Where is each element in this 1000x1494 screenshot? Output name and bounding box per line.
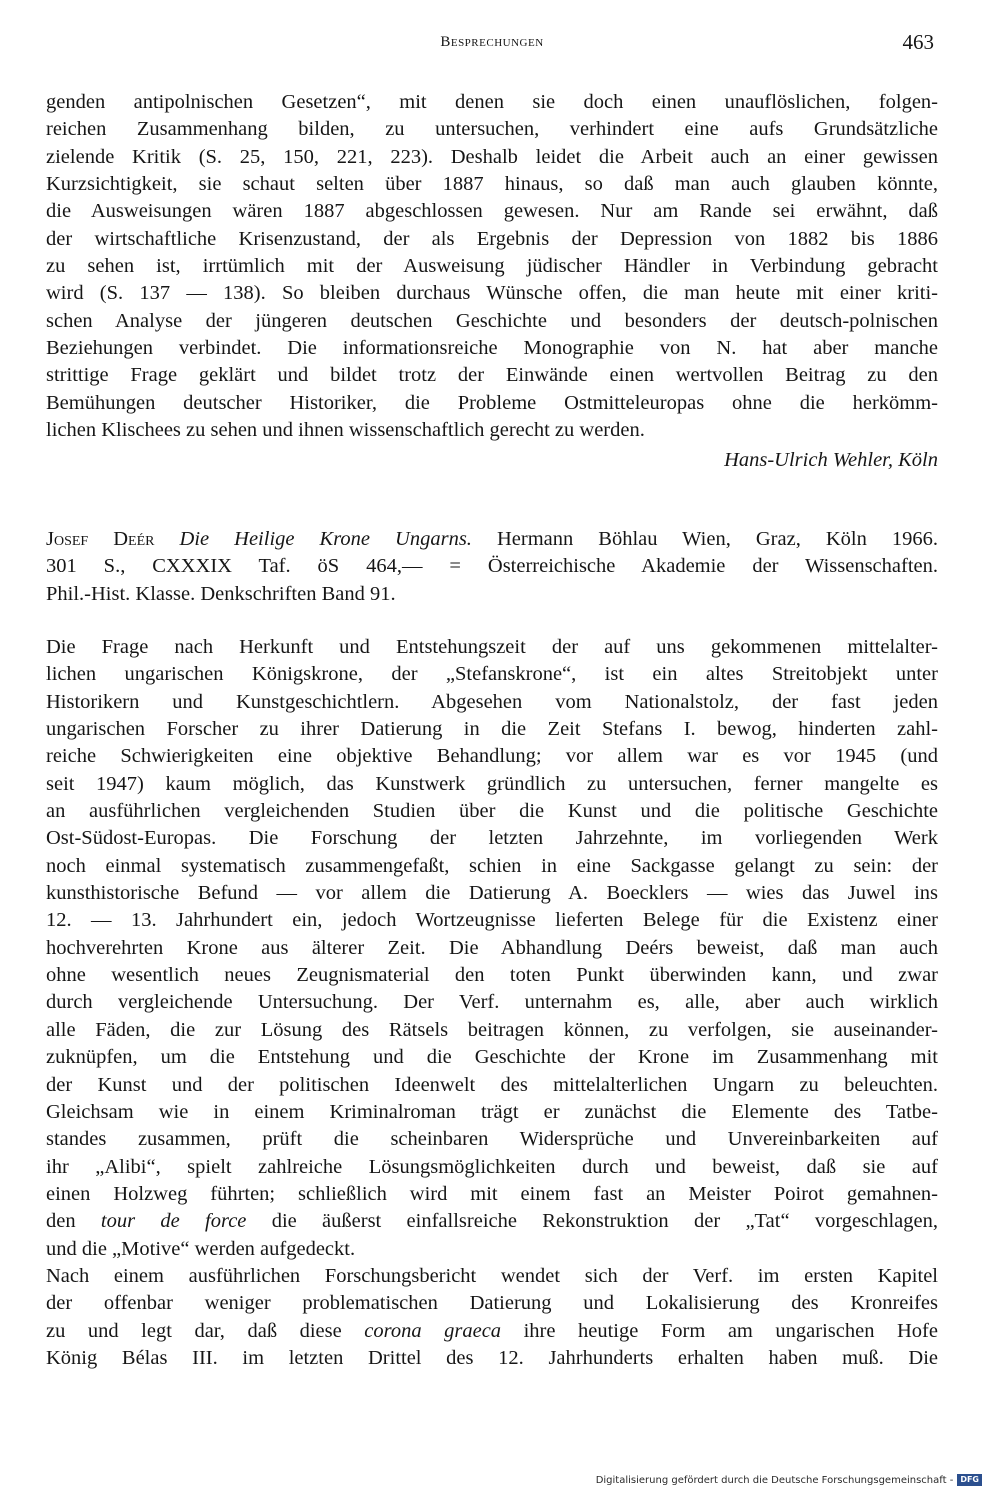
page-number: 463 xyxy=(902,30,934,54)
reference-line-1 xyxy=(46,526,938,553)
text-line: kunsthistorische Befund — vor allem die Datierung A. Boecklers — wies das Juwel ins xyxy=(46,882,938,905)
text-line xyxy=(46,1208,938,1235)
dfg-logo-icon: DFG xyxy=(957,1474,982,1486)
text-line: standes zusammen, prüft die scheinbaren Widersprüche und Unvereinbarkeiten auf xyxy=(46,1128,938,1151)
text-line: Bemühungen deutscher Historiker, die Probleme Ostmitteleuropas ohne die herkömm- xyxy=(46,391,938,414)
text-line: ohne wesentlich neues Zeugnismaterial den toten Punkt überwinden kann, und zwar xyxy=(46,964,938,987)
text-line: Historikern und Kunstgeschichtlern. Abgesehen vom Nationalstolz, der fast jeden xyxy=(46,690,938,713)
text-line: durch vergleichende Untersuchung. Der Verf. unternahm es, alle, aber auch wirklich xyxy=(46,991,938,1014)
text-line: alle Fäden, die zur Lösung des Rätsels beitragen können, zu verfolgen, sie auseinander- xyxy=(46,1018,938,1041)
book-reference xyxy=(46,526,938,608)
running-header xyxy=(46,30,938,60)
text-line: reiche Schwierigkeiten eine objektive Behandlung; vor allem war es vor 1945 (und xyxy=(46,745,938,768)
italic-phrase: tour de force xyxy=(100,1210,247,1233)
reference-line-2: 301 S., CXXXIX Taf. öS 464,— = Österreichische Akademie der Wissenschaften. xyxy=(46,555,938,578)
text-segment: den xyxy=(46,1210,101,1233)
book-author: Josef Deér xyxy=(46,528,155,550)
text-line: und die „Motive“ werden aufgedeckt. xyxy=(46,1237,356,1260)
review-2-body xyxy=(46,634,938,1372)
text-line: wird (S. 137 — 138). So bleiben durchaus Wünsche offen, die man heute mit einer kriti- xyxy=(46,282,938,305)
book-publisher: Hermann Böhlau Wien, Graz, Köln 1966. xyxy=(471,528,939,550)
text-line: Gleichsam wie in einem Kriminalroman trägt er zunächst die Elemente des Tatbe- xyxy=(46,1100,938,1123)
footer-text: Digitalisierung gefördert durch die Deutsche Forschungsgemeinschaft - xyxy=(595,1474,954,1486)
text-line: Beziehungen verbindet. Die informationsreiche Monographie von N. hat aber manche xyxy=(46,337,938,360)
reference-line-3: Phil.-Hist. Klasse. Denkschriften Band 91. xyxy=(46,582,396,605)
text-line: einen Holzweg führten; schließlich wird mit einem fast an Meister Poirot gemahnen- xyxy=(46,1182,938,1205)
digitization-footer xyxy=(596,1474,982,1486)
text-line: hochverehrten Krone aus älterer Zeit. Die Abhandlung Deérs beweist, daß man auch xyxy=(46,936,938,959)
text-line: seit 1947) kaum möglich, das Kunstwerk gründlich zu untersuchen, ferner mangelte es xyxy=(46,772,938,795)
text-line: der offenbar weniger problematischen Datierung und Lokalisierung des Kronreifes xyxy=(46,1292,938,1315)
text-line: zuknüpfen, um die Entstehung und die Geschichte der Krone im Zusammenhang mit xyxy=(46,1046,938,1069)
text-line: reichen Zusammenhang bilden, zu untersuchen, verhindert eine aufs Grundsätzliche xyxy=(46,118,938,141)
text-line: Kurzsichtigkeit, sie schaut selten über 1887 hinaus, so daß man auch glauben könnte, xyxy=(46,173,938,196)
text-line: die Ausweisungen wären 1887 abgeschlossen gewesen. Nur am Rande sei erwähnt, daß xyxy=(46,200,938,223)
text-line: ihr „Alibi“, spielt zahlreiche Lösungsmöglichkeiten durch und beweist, daß sie auf xyxy=(46,1155,938,1178)
text-line: zielende Kritik (S. 25, 150, 221, 223). Deshalb leidet die Arbeit auch an einer gewissen xyxy=(46,145,938,168)
text-line: ungarischen Forscher zu ihrer Datierung in die Zeit Stefans I. bewog, hinderten zahl- xyxy=(46,718,938,741)
text-line: schen Analyse der jüngeren deutschen Geschichte und besonders der deutsch-polnischen xyxy=(46,309,938,332)
text-line: noch einmal systematisch zusammengefaßt, schien in eine Sackgasse gelangt zu sein: der xyxy=(46,854,938,877)
text-line: zu sehen ist, irrtümlich mit der Ausweisung jüdischer Händler in Verbindung gebracht xyxy=(46,255,938,278)
italic-phrase: corona graeca xyxy=(364,1319,502,1342)
text-line: Die Frage nach Herkunft und Entstehungszeit der auf uns gekommenen mittelalter- xyxy=(46,636,938,658)
text-segment: zu und legt dar, daß diese xyxy=(46,1319,365,1342)
text-line: 12. — 13. Jahrhundert ein, jedoch Wortzeugnisse lieferten Belege für die Existenz einer xyxy=(46,909,938,932)
text-line: lichen Klischees zu sehen und ihnen wissenschaftlich gerecht zu werden. xyxy=(46,419,645,442)
text-line: Nach einem ausführlichen Forschungsbericht wendet sich der Verf. im ersten Kapitel xyxy=(46,1264,938,1287)
text-line: an ausführlichen vergleichenden Studien über die Kunst und die politische Geschichte xyxy=(46,800,938,823)
text-segment: die äußerst einfallsreiche Rekonstruktion der „Tat“ vorgeschlagen, xyxy=(246,1210,938,1233)
reviewer-signature-block xyxy=(46,447,938,474)
text-line: der Kunst und der politischen Ideenwelt des mittelalterlichen Ungarn zu beleuchten. xyxy=(46,1073,938,1096)
book-title: Die Heilige Krone Ungarns. xyxy=(179,528,472,550)
text-line: Ost-Südost-Europas. Die Forschung der letzten Jahrzehnte, im vorliegenden Werk xyxy=(46,827,938,850)
review-1-body xyxy=(46,89,938,444)
running-title: Besprechungen xyxy=(440,34,544,50)
text-line: der wirtschaftliche Krisenzustand, der als Ergebnis der Depression von 1882 bis 1886 xyxy=(46,227,938,250)
text-segment: ihre heutige Form am ungarischen Hofe xyxy=(501,1319,938,1342)
text-line: lichen ungarischen Königskrone, der „Stefanskrone“, ist ein altes Streitobjekt unter xyxy=(46,663,938,686)
text-line: strittige Frage geklärt und bildet trotz der Einwände einen wertvollen Beitrag zu den xyxy=(46,364,938,387)
text-line: König Bélas III. im letzten Drittel des 12. Jahrhunderts erhalten haben muß. Die xyxy=(46,1346,938,1369)
text-line xyxy=(46,1318,938,1345)
text-line: genden antipolnischen Gesetzen“, mit denen sie doch einen unauflöslichen, folgen- xyxy=(46,91,938,113)
reviewer-signature: Hans-Ulrich Wehler, Köln xyxy=(724,449,938,471)
